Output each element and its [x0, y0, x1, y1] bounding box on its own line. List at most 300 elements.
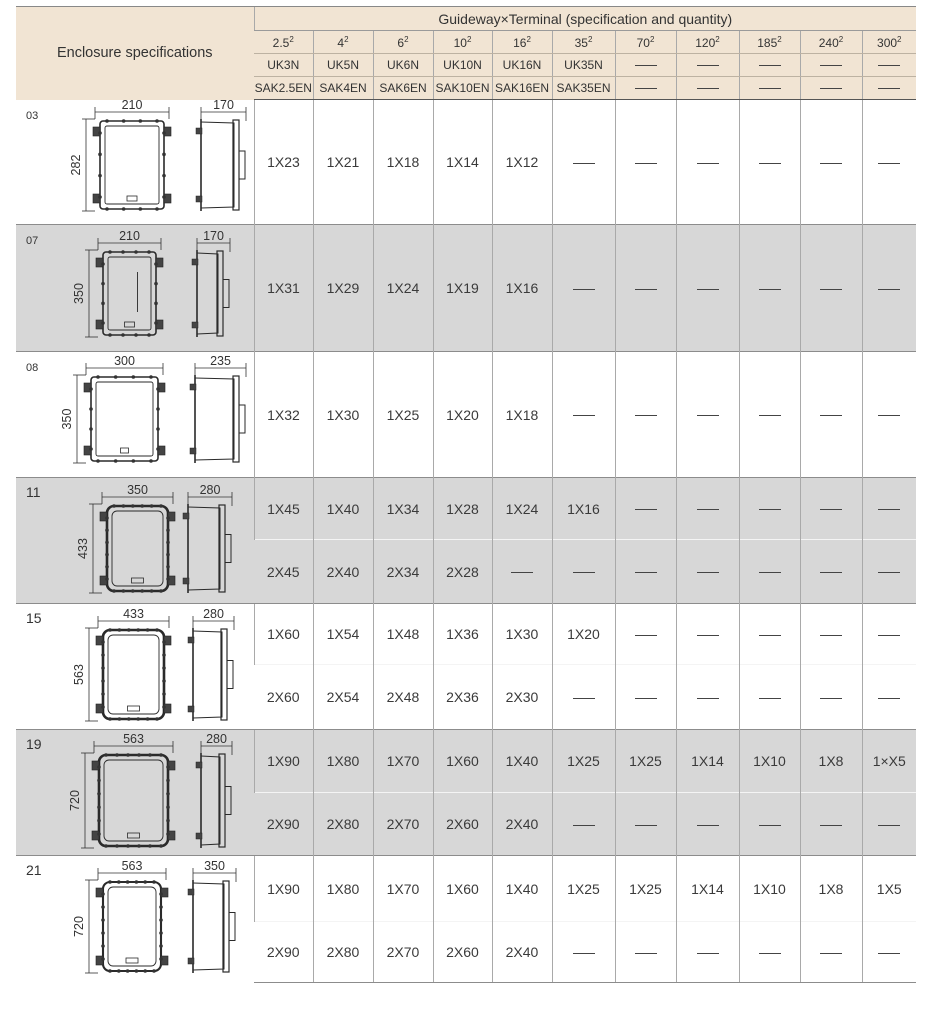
quantity-cell — [739, 352, 800, 478]
frame-bolt — [97, 832, 101, 836]
cable-size-value: 120 — [695, 35, 716, 50]
side-handle — [225, 535, 231, 563]
quantity-cell — [615, 665, 676, 730]
frame-bolt — [147, 333, 151, 337]
side-lug — [188, 706, 194, 712]
quantity-cell — [800, 665, 862, 730]
frame-bolt — [122, 589, 126, 593]
quantity-cell: 1X28 — [433, 478, 492, 540]
front-door — [108, 887, 156, 966]
cable-size-value: 10 — [453, 35, 467, 50]
dash-mark — [573, 825, 595, 826]
depth-label: 235 — [210, 354, 231, 368]
cable-size-value: 70 — [636, 35, 650, 50]
sak-model-3: SAK10EN — [433, 77, 492, 100]
side-lug — [183, 513, 189, 519]
side-lug — [188, 958, 194, 964]
enclosure-row — [16, 856, 916, 922]
quantity-cell — [676, 100, 739, 225]
enclosure-row — [16, 604, 916, 665]
frame-bolt — [118, 628, 122, 632]
quantity-cell: 1X60 — [254, 604, 313, 665]
side-handle — [239, 151, 245, 179]
cable-size-7 — [676, 31, 739, 54]
uk-model-3: UK10N — [433, 54, 492, 77]
quantity-cell: 1X30 — [313, 352, 373, 478]
side-body — [201, 756, 220, 845]
enclosure-code: 11 — [26, 484, 41, 500]
frame-bolt — [137, 844, 141, 848]
frame-bolt — [159, 931, 163, 935]
dash-mark — [635, 509, 657, 510]
dash-mark — [759, 415, 781, 416]
quantity-cell — [739, 793, 800, 856]
nameplate — [125, 322, 135, 327]
quantity-cell — [800, 352, 862, 478]
enclosure-drawing — [16, 856, 254, 983]
quantity-cell — [676, 604, 739, 665]
dash-mark — [878, 953, 900, 954]
quantity-cell: 1X90 — [254, 730, 313, 793]
side-handle — [239, 405, 245, 433]
cable-size-value: 35 — [574, 35, 588, 50]
frame-bolt — [136, 628, 140, 632]
quantity-cell — [862, 922, 916, 983]
quantity-cell: 2X70 — [373, 922, 433, 983]
frame-bolt — [97, 779, 101, 783]
frame-bolt — [117, 880, 121, 884]
cable-size-exponent: 2 — [526, 34, 531, 44]
height-label: 433 — [76, 538, 90, 559]
side-view — [188, 880, 235, 973]
side-view — [196, 753, 231, 848]
quantity-cell: 1X19 — [433, 225, 492, 352]
frame-bolt — [108, 969, 112, 973]
quantity-cell — [552, 922, 615, 983]
quantity-cell: 1X70 — [373, 730, 433, 793]
mounting-lug — [164, 704, 171, 713]
quantity-cell: 1X45 — [254, 478, 313, 540]
frame-bolt — [162, 640, 166, 644]
quantity-cell — [800, 540, 862, 604]
frame-bolt — [101, 944, 105, 948]
quantity-cell: 2X48 — [373, 665, 433, 730]
cable-size-value: 300 — [877, 35, 898, 50]
uk-model-4: UK16N — [492, 54, 552, 77]
quantity-cell — [800, 225, 862, 352]
frame-bolt — [166, 577, 170, 581]
quantity-cell — [676, 665, 739, 730]
mounting-lug — [168, 761, 175, 770]
dash-mark — [635, 88, 657, 89]
uk-model-2: UK6N — [373, 54, 433, 77]
frame-bolt — [166, 541, 170, 545]
front-view — [84, 375, 165, 463]
quantity-cell — [800, 922, 862, 983]
quantity-cell: 1X14 — [676, 856, 739, 922]
dash-mark — [820, 635, 842, 636]
frame-bolt — [89, 447, 93, 451]
width-label: 210 — [119, 229, 140, 243]
dash-mark — [573, 415, 595, 416]
mounting-lug — [156, 258, 163, 267]
cable-size-value: 185 — [757, 35, 778, 50]
enclosure-row — [16, 478, 916, 540]
frame-bolt — [89, 427, 93, 431]
frame-bolt — [155, 207, 159, 211]
side-view — [190, 375, 245, 463]
quantity-cell: 1X25 — [552, 730, 615, 793]
mounting-lug — [96, 888, 103, 897]
frame-bolt — [117, 969, 121, 973]
side-lug — [192, 259, 198, 265]
front-door — [96, 382, 153, 456]
enclosure-row — [16, 100, 916, 225]
side-body — [193, 631, 222, 718]
frame-bolt — [101, 640, 105, 644]
frame-bolt — [101, 957, 105, 961]
sak-model-8 — [739, 77, 800, 100]
frame-bolt — [156, 427, 160, 431]
width-label: 563 — [123, 732, 144, 746]
frame-bolt — [126, 969, 130, 973]
front-door — [105, 126, 159, 204]
dash-mark — [573, 953, 595, 954]
quantity-cell — [492, 540, 552, 604]
cable-size-10 — [862, 31, 916, 54]
cable-size-exponent: 2 — [649, 34, 655, 44]
quantity-cell: 1X40 — [492, 730, 552, 793]
dash-mark — [759, 65, 781, 66]
quantity-cell: 2X36 — [433, 665, 492, 730]
quantity-cell — [862, 100, 916, 225]
dash-mark — [820, 509, 842, 510]
frame-bolt — [105, 528, 109, 532]
front-frame — [103, 252, 156, 335]
frame-bolt — [127, 717, 131, 721]
front-view — [96, 250, 163, 337]
frame-bolt — [108, 880, 112, 884]
frame-bolt — [108, 717, 112, 721]
front-view — [96, 628, 171, 721]
quantity-cell — [615, 793, 676, 856]
quantity-cell — [800, 793, 862, 856]
sak-model-2: SAK6EN — [373, 77, 433, 100]
side-handle — [229, 913, 235, 941]
enclosure-drawing — [16, 100, 254, 225]
sak-model-7 — [676, 77, 739, 100]
side-view — [183, 504, 231, 593]
frame-bolt — [101, 302, 105, 306]
frame-bolt — [162, 666, 166, 670]
frame-bolt — [140, 504, 144, 508]
uk-model-8 — [739, 54, 800, 77]
quantity-cell: 1X20 — [433, 352, 492, 478]
side-handle — [225, 787, 231, 815]
side-handle — [223, 280, 229, 308]
mounting-lug — [96, 956, 103, 965]
frame-bolt — [108, 333, 112, 337]
frame-bolt — [98, 131, 102, 135]
frame-bolt — [131, 504, 135, 508]
quantity-cell: 1X40 — [492, 856, 552, 922]
depth-label: 280 — [206, 732, 227, 746]
dash-mark — [635, 825, 657, 826]
quantity-cell: 2X34 — [373, 540, 433, 604]
quantity-cell — [739, 478, 800, 540]
frame-bolt — [159, 957, 163, 961]
quantity-cell — [739, 604, 800, 665]
cable-size-6 — [615, 31, 676, 54]
quantity-cell: 2X60 — [433, 793, 492, 856]
frame-bolt — [143, 969, 147, 973]
frame-bolt — [156, 387, 160, 391]
frame-bolt — [96, 375, 100, 379]
quantity-cell — [739, 665, 800, 730]
enclosure-spec-header: Enclosure specifications — [16, 7, 254, 100]
dash-mark — [573, 289, 595, 290]
width-label: 563 — [121, 859, 143, 873]
quantity-cell: 1X20 — [552, 604, 615, 665]
quantity-cell — [800, 604, 862, 665]
quantity-cell: 1X25 — [373, 352, 433, 478]
frame-bolt — [137, 753, 141, 757]
quantity-cell: 1X25 — [552, 856, 615, 922]
dash-mark — [573, 698, 595, 699]
depth-label: 280 — [203, 607, 224, 621]
frame-bolt — [114, 459, 118, 463]
quantity-cell — [862, 352, 916, 478]
quantity-cell: 2X30 — [492, 665, 552, 730]
enclosure-row — [16, 730, 916, 793]
quantity-cell — [552, 100, 615, 225]
dash-mark — [878, 698, 900, 699]
quantity-cell: 1X36 — [433, 604, 492, 665]
sak-model-5: SAK35EN — [552, 77, 615, 100]
dash-mark — [759, 698, 781, 699]
frame-bolt — [115, 844, 119, 848]
enclosure-drawing — [16, 478, 254, 604]
dash-mark — [573, 163, 595, 164]
quantity-cell — [862, 478, 916, 540]
dash-mark — [878, 415, 900, 416]
cable-size-exponent: 2 — [777, 34, 782, 44]
uk-model-6 — [615, 54, 676, 77]
dash-mark — [878, 88, 900, 89]
quantity-cell: 2X70 — [373, 793, 433, 856]
dash-mark — [635, 953, 657, 954]
mounting-lug — [161, 888, 168, 897]
side-body — [193, 883, 224, 970]
mounting-lug — [84, 446, 91, 455]
frame-bolt — [154, 262, 158, 266]
quantity-cell: 1X54 — [313, 604, 373, 665]
enclosure-code: 19 — [26, 736, 42, 752]
frame-bolt — [155, 119, 159, 123]
cable-size-exponent: 2 — [404, 34, 409, 44]
dash-mark — [878, 572, 900, 573]
frame-bolt — [108, 628, 112, 632]
frame-bolt — [162, 679, 166, 683]
dash-mark — [697, 415, 719, 416]
dash-mark — [759, 635, 781, 636]
quantity-cell: 1X90 — [254, 856, 313, 922]
sak-model-10 — [862, 77, 916, 100]
frame-bolt — [121, 333, 125, 337]
frame-bolt — [156, 447, 160, 451]
enclosure-spec-cell — [16, 352, 254, 478]
frame-bolt — [140, 589, 144, 593]
dash-mark — [759, 289, 781, 290]
nameplate — [128, 706, 140, 711]
sak-model-1: SAK4EN — [313, 77, 373, 100]
uk-model-10 — [862, 54, 916, 77]
side-lug — [196, 833, 202, 839]
frame-bolt — [97, 805, 101, 809]
quantity-cell — [739, 540, 800, 604]
dash-mark — [878, 163, 900, 164]
dash-mark — [820, 953, 842, 954]
quantity-cell: 1X25 — [615, 856, 676, 922]
frame-bolt — [89, 407, 93, 411]
quantity-cell — [739, 922, 800, 983]
frame-bolt — [166, 565, 170, 569]
frame-bolt — [159, 753, 163, 757]
mounting-lug — [96, 704, 103, 713]
mounting-lug — [164, 127, 171, 136]
frame-bolt — [152, 880, 156, 884]
frame-bolt — [127, 628, 131, 632]
quantity-cell — [676, 352, 739, 478]
front-view — [100, 504, 175, 593]
front-door — [108, 257, 151, 330]
frame-bolt — [155, 628, 159, 632]
dash-mark — [697, 88, 719, 89]
enclosure-spec-cell — [16, 225, 254, 352]
quantity-cell — [552, 540, 615, 604]
frame-bolt — [101, 692, 105, 696]
dash-mark — [635, 289, 657, 290]
frame-bolt — [134, 333, 138, 337]
dash-mark — [820, 825, 842, 826]
height-label: 720 — [72, 916, 86, 937]
terminal-table — [16, 6, 916, 983]
enclosure-drawing — [16, 604, 254, 730]
frame-bolt — [105, 516, 109, 520]
mounting-lug — [93, 194, 100, 203]
quantity-cell — [862, 604, 916, 665]
sak-model-6 — [615, 77, 676, 100]
quantity-cell: 2X90 — [254, 922, 313, 983]
frame-bolt — [139, 207, 143, 211]
enclosure-row — [16, 352, 916, 478]
cable-size-exponent: 2 — [587, 34, 593, 44]
frame-bolt — [162, 692, 166, 696]
mounting-lug — [92, 761, 99, 770]
cable-size-value: 240 — [818, 35, 839, 50]
frame-bolt — [132, 375, 136, 379]
front-view — [93, 119, 171, 211]
frame-bolt — [166, 553, 170, 557]
quantity-cell: 1X12 — [492, 100, 552, 225]
frame-bolt — [105, 553, 109, 557]
quantity-cell: 1X80 — [313, 856, 373, 922]
enclosure-spec-cell — [16, 856, 254, 983]
frame-bolt — [135, 969, 139, 973]
nameplate — [126, 958, 138, 963]
cable-size-exponent: 2 — [289, 34, 294, 44]
frame-bolt — [98, 173, 102, 177]
side-body — [201, 122, 234, 208]
height-label: 720 — [68, 790, 82, 811]
quantity-cell: 1X31 — [254, 225, 313, 352]
quantity-cell: 1X14 — [676, 730, 739, 793]
uk-model-1: UK5N — [313, 54, 373, 77]
quantity-cell: 1X14 — [433, 100, 492, 225]
frame-bolt — [114, 375, 118, 379]
cable-size-value: 2.5 — [272, 35, 290, 50]
frame-bolt — [126, 753, 130, 757]
side-lug — [188, 889, 194, 895]
cable-size-exponent: 2 — [838, 34, 844, 44]
frame-bolt — [162, 195, 166, 199]
frame-bolt — [159, 944, 163, 948]
width-label: 300 — [114, 354, 135, 368]
quantity-cell: 1X23 — [254, 100, 313, 225]
frame-bolt — [98, 195, 102, 199]
mounting-lug — [100, 576, 107, 585]
quantity-cell: 1X34 — [373, 478, 433, 540]
mounting-lug — [84, 383, 91, 392]
frame-bolt — [101, 666, 105, 670]
quantity-cell: 1X10 — [739, 730, 800, 793]
quantity-cell — [862, 793, 916, 856]
dash-mark — [697, 698, 719, 699]
frame-bolt — [101, 282, 105, 286]
quantity-cell: 2X80 — [313, 922, 373, 983]
quantity-cell — [862, 540, 916, 604]
quantity-cell — [552, 225, 615, 352]
cable-size-value: 16 — [513, 35, 527, 50]
quantity-cell — [615, 478, 676, 540]
frame-bolt — [134, 250, 138, 254]
dash-mark — [697, 635, 719, 636]
frame-bolt — [148, 753, 152, 757]
dash-mark — [820, 698, 842, 699]
depth-label: 170 — [203, 229, 224, 243]
width-label: 210 — [121, 99, 143, 112]
frame-bolt — [156, 407, 160, 411]
enclosure-drawing — [16, 730, 254, 856]
frame-bolt — [96, 459, 100, 463]
side-lug — [183, 578, 189, 584]
frame-bolt — [143, 880, 147, 884]
frame-bolt — [104, 753, 108, 757]
quantity-cell: 1X8 — [800, 730, 862, 793]
frame-bolt — [154, 282, 158, 286]
enclosure-drawing — [16, 225, 254, 352]
dash-mark — [759, 572, 781, 573]
cable-size-0 — [254, 31, 313, 54]
quantity-cell: 1X60 — [433, 730, 492, 793]
frame-bolt — [159, 892, 163, 896]
front-door — [112, 511, 163, 586]
quantity-cell — [739, 100, 800, 225]
sak-model-0: SAK2.5EN — [254, 77, 313, 100]
quantity-cell — [552, 665, 615, 730]
mounting-lug — [164, 636, 171, 645]
frame-bolt — [148, 844, 152, 848]
